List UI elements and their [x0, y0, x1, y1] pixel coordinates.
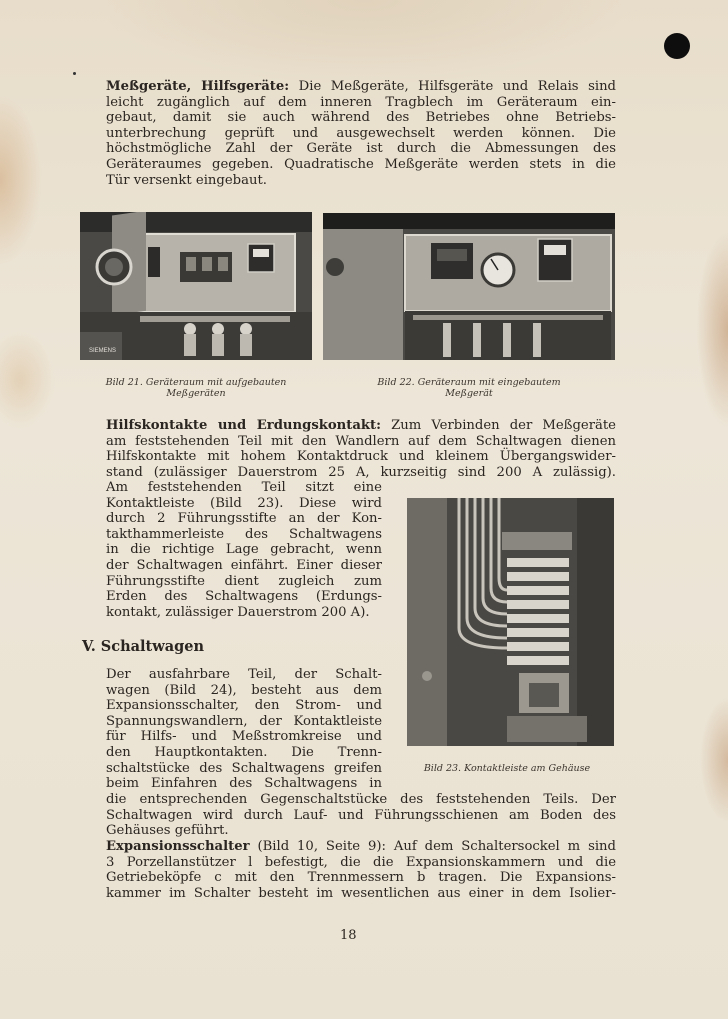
photo-23-drawing: [407, 498, 614, 746]
photo-geraeteraum-aufgebaut: [80, 212, 312, 360]
paragraph-schaltwagen-continued: die entsprechenden Gegenschaltstücke des feststehenden Teils. Der Schaltwagen wird durch Lauf- und Führungsschienen am Boden des Gehäuses geführt.: [106, 792, 616, 839]
photo-22-drawing: [323, 213, 615, 360]
caption-bild-23: Bild 23. Kontaktleiste am Gehäuse: [423, 763, 591, 774]
heading-expansionsschalter: Expansionsschalter: [106, 839, 250, 854]
heading-messgeraete: Meßgeräte, Hilfsgeräte:: [106, 79, 290, 94]
punch-hole: [664, 33, 690, 59]
paragraph-hilfskontakte-column: Am feststehenden Teil sitzt eine Kontaktleiste (Bild 23). Diese wird durch 2 Führungsstifte an der Kon- takthammerleiste des Schaltwagens in die richtige Lage gebracht, wenn der Schaltwagen einfährt. Einer dieser Führungsstifte dient zugleich zum Erden des Schaltwagens (Erdungs- kontakt, zulässiger Dauerstrom 200 A).: [106, 480, 382, 620]
siemens-logo: SIEMENS: [89, 348, 117, 354]
paragraph-expansionsschalter: Expansionsschalter (Bild 10, Seite 9): Auf dem Schaltersockel m sind 3 Porzellanstützer l befestigt, die die Expansionskammern und die Getriebeköpfe c mit den Trennmessern b tragen. Die Expansions- kammer im Schalter besteht im wesentlichen aus einer in dem Isolier-: [106, 839, 616, 901]
margin-dot: [73, 72, 76, 75]
paragraph-messgeraete: Meßgeräte, Hilfsgeräte: Die Meßgeräte, Hilfsgeräte und Relais sind leicht zugänglich auf dem inneren Tragblech im Geräteraum ein- gebaut, damit sie auch während des Betriebes ohne Betriebs- unterbrechung geprüft und ausgewechselt werden können. Die höchstmögliche Zahl der Geräte ist durch die Abmessungen des Geräteraumes gegeben. Quadratische Meßgeräte werden stets in die Tür versenkt eingebaut.: [106, 79, 616, 188]
photo-21-drawing: [80, 212, 312, 360]
paragraph-schaltwagen: Der ausfahrbare Teil, der Schalt- wagen (Bild 24), besteht aus dem Expansionsschalter, den Strom- und Spannungswandlern, der Kontaktleiste für Hilfs- und Meßstromkreise und den Hauptkontakten. Die Trenn- schaltstücke des Schaltwagens greifen beim Einfahren des Schaltwagens in: [106, 667, 382, 792]
section-title-schaltwagen: V. Schaltwagen: [82, 638, 205, 655]
photo-kontaktleiste: [407, 498, 614, 746]
paragraph-hilfskontakte: Hilfskontakte und Erdungskontakt: Zum Verbinden der Meßgeräte am feststehenden Teil mit den Wandlern auf dem Schaltwagen dienen Hilfskontakte mit hohem Kontaktdruck und kleinem Übergangswider- stand (zulässiger Dauerstrom 25 A, kurzseitig sind 200 A zulässig).: [106, 418, 616, 480]
photo-geraeteraum-eingebaut: [323, 213, 615, 360]
caption-bild-22: Bild 22. Geräteraum mit eingebautem Meßgerät: [377, 377, 561, 399]
heading-hilfskontakte: Hilfskontakte und Erdungskontakt:: [106, 418, 382, 433]
caption-bild-21: Bild 21. Geräteraum mit aufgebauten Meßgeräten: [105, 377, 287, 399]
page-number: 18: [340, 928, 357, 943]
